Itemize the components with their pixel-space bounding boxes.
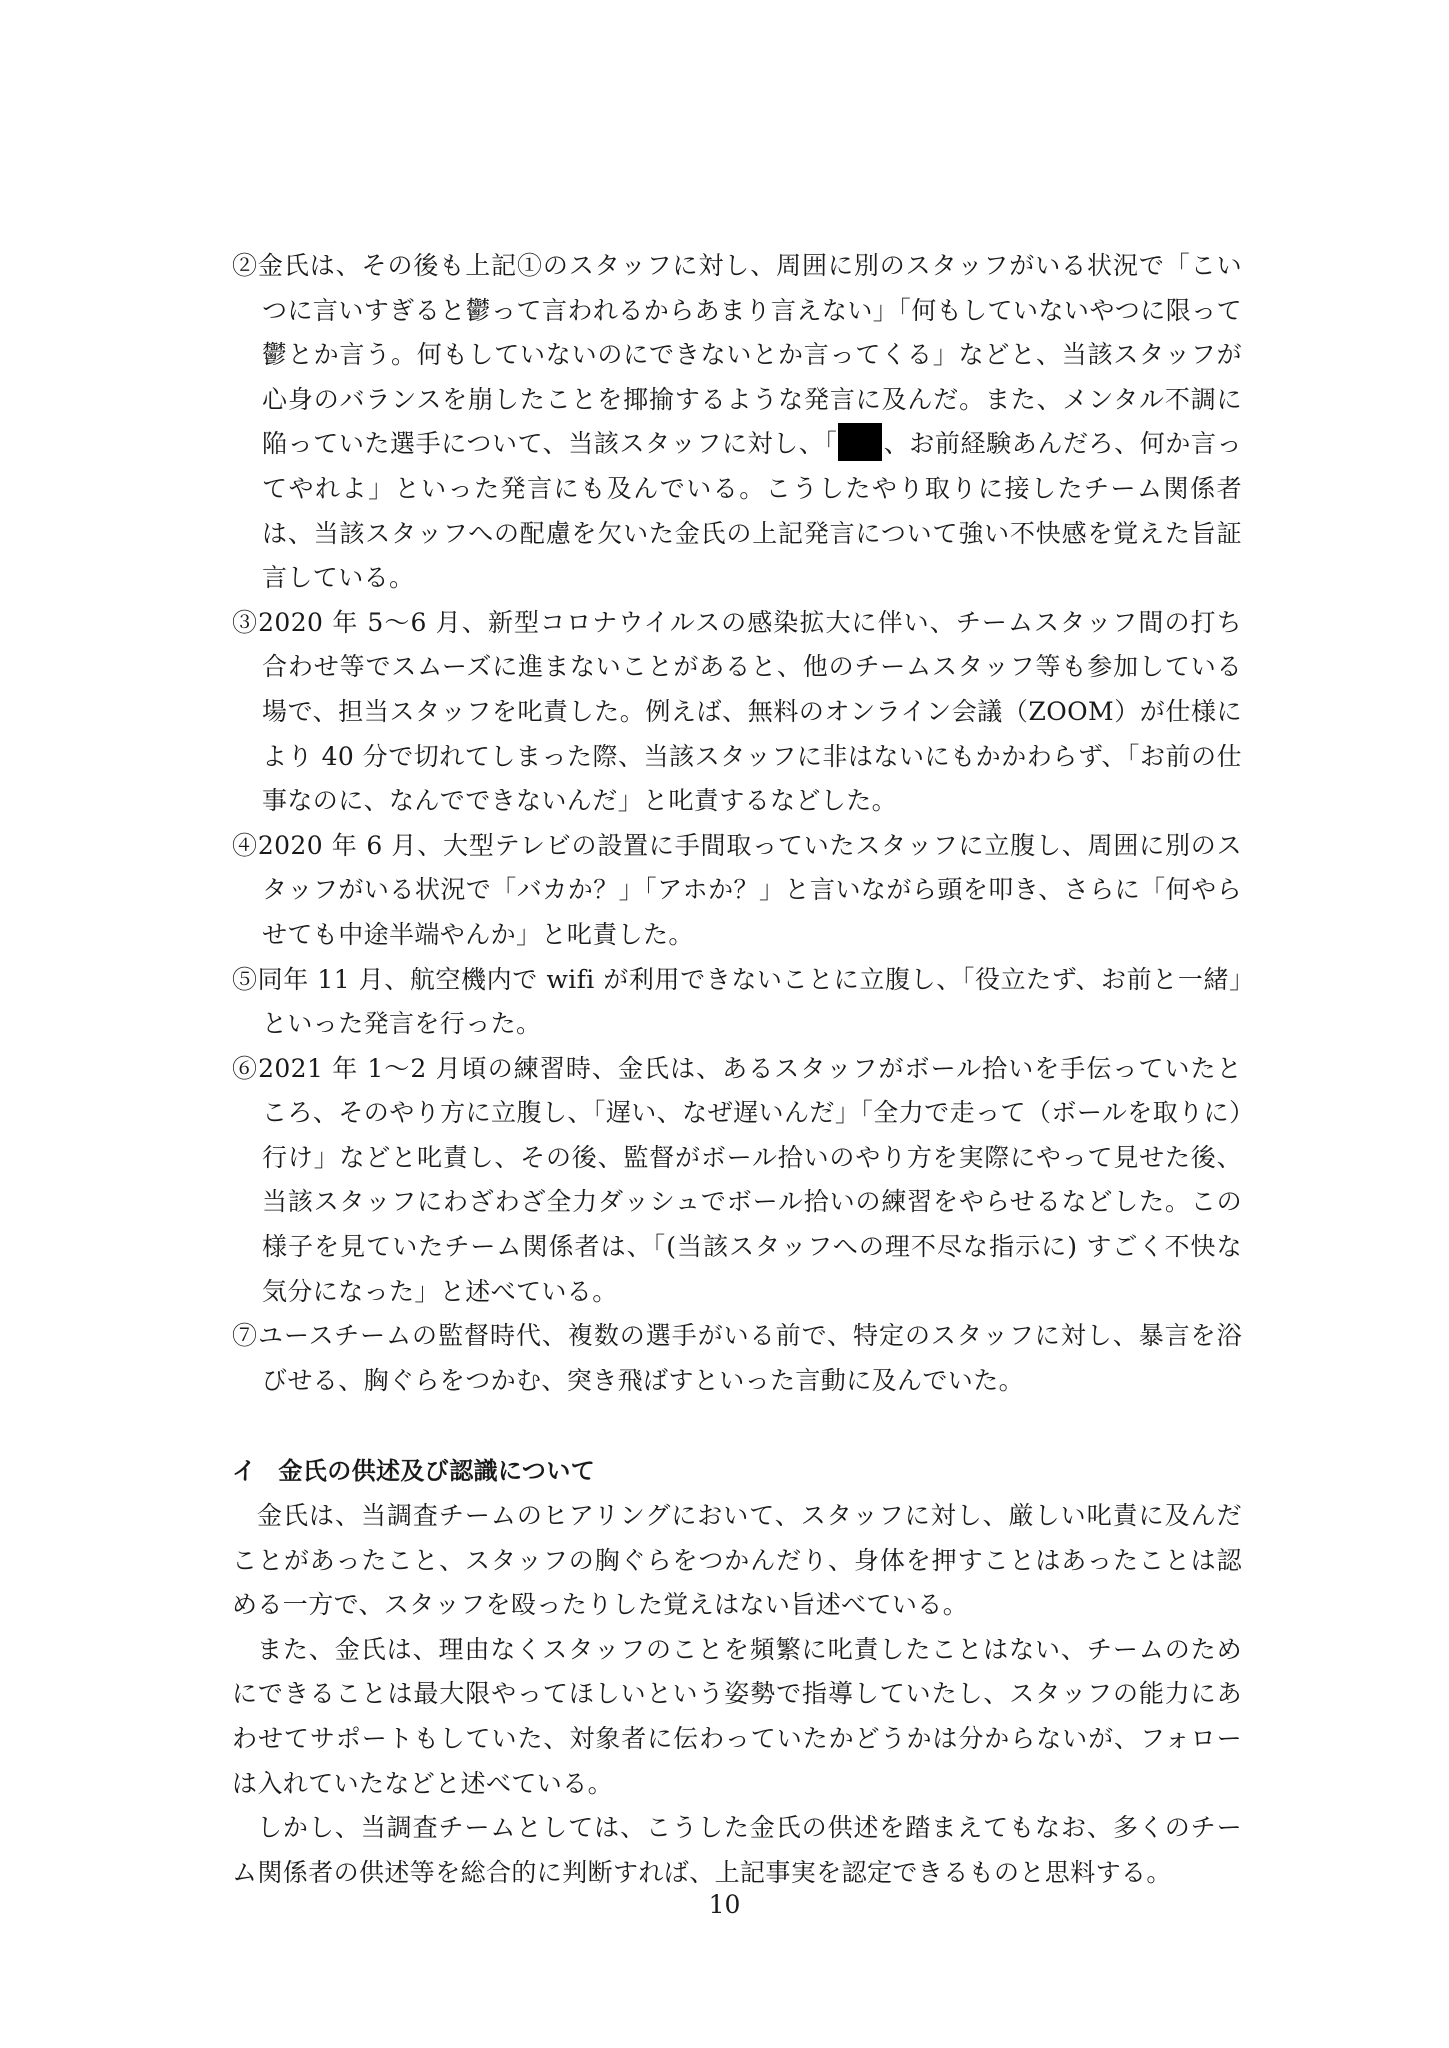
section-title: 金氏の供述及び認識について bbox=[278, 1457, 596, 1486]
item-text: ユースチームの監督時代、複数の選手がいる前で、特定のスタッフに対し、暴言を浴びせる、胸ぐらをつかむ、突き飛ばすといった言動に及んでいた。 bbox=[257, 1321, 1242, 1395]
item-text: 2021 年 1〜2 月頃の練習時、金氏は、あるスタッフがボール拾いを手伝っていたところ、そのやり方に立腹し、「遅い、なぜ遅いんだ」「全力で走って（ボールを取りに）行け」などと叱責し、その後、監督がボール拾いのやり方を実際にやって見せた後、当該スタッフにわざわざ全力ダッシュでボール拾いの練習をやらせるなどした。この様子を見ていたチーム関係者は、「(当該スタッフへの理不尽な指示に) すごく不快な気分になった」と述べている。 bbox=[258, 1053, 1243, 1306]
item-marker: ⑤ bbox=[232, 964, 258, 994]
section-heading bbox=[232, 1449, 1242, 1494]
list-item bbox=[232, 601, 1242, 824]
page-number: 10 bbox=[708, 1890, 741, 1919]
paragraph: また、金氏は、理由なくスタッフのことを頻繁に叱責したことはない、チームのためにできることは最大限やってほしいという姿勢で指導していたし、スタッフの能力にあわせてサポートもしていた、対象者に伝わっていたかどうかは分からないが、フォローは入れていたなどと述べている。 bbox=[232, 1634, 1242, 1798]
list-item bbox=[232, 1047, 1242, 1315]
list-item bbox=[232, 244, 1242, 601]
item-text: 2020 年 6 月、大型テレビの設置に手間取っていたスタッフに立腹し、周囲に別のスタッフがいる状況で「バカか？」「アホか？」と言いながら頭を叩き、さらに「何やらせても中途半端やんか」と叱責した。 bbox=[257, 830, 1242, 949]
paragraph: しかし、当調査チームとしては、こうした金氏の供述を踏まえてもなお、多くのチーム関係者の供述等を総合的に判断すれば、上記事実を認定できるものと思料する。 bbox=[232, 1813, 1242, 1887]
item-text: 、お前経験あんだろ、何か言ってやれよ」といった発言にも及んでいる。こうしたやり取りに接したチーム関係者は、当該スタッフへの配慮を欠いた金氏の上記発言について強い不快感を覚えた旨証言している。 bbox=[262, 429, 1242, 593]
item-marker: ② bbox=[232, 251, 258, 280]
item-text: 金氏は、その後も上記①のスタッフに対し、周囲に別のスタッフがいる状況で「こいつに言いすぎると鬱って言われるからあまり言えない」「何もしていないやつに限って鬱とか言う。何もしていないのにできないとか言ってくる」などと、当該スタッフが心身のバランスを崩したことを揶揄するような発言に及んだ。また、メンタル不調に陥っていた選手について、当該スタッフに対し、「 bbox=[257, 251, 1242, 459]
item-marker: ④ bbox=[232, 830, 258, 860]
item-text: 2020 年 5〜6 月、新型コロナウイルスの感染拡大に伴い、チームスタッフ間の打ち合わせ等でスムーズに進まないことがあると、他のチームスタッフ等も参加している場で、担当スタッフを叱責した。例えば、無料のオンライン会議（ZOOM）が仕様により 40 分で切れてしまった際、当該スタッフに非はないにもかかわらず、「お前の仕事なのに、なんでできないんだ」と叱責するなどした。 bbox=[258, 607, 1242, 816]
list-item bbox=[232, 1314, 1242, 1403]
item-marker: ③ bbox=[232, 607, 259, 637]
section-label: イ bbox=[232, 1457, 257, 1486]
item-text: 同年 11 月、航空機内で wifi が利用できないことに立腹し、「役立たず、お前と一緒」といった発言を行った。 bbox=[257, 964, 1242, 1039]
list-item bbox=[232, 824, 1242, 958]
redaction-block bbox=[838, 423, 882, 461]
paragraph: 金氏は、当調査チームのヒアリングにおいて、スタッフに対し、厳しい叱責に及んだことがあったこと、スタッフの胸ぐらをつかんだり、身体を押すことはあったことは認める一方で、スタッフを殴ったりした覚えはない旨述べている。 bbox=[232, 1501, 1242, 1620]
item-marker: ⑦ bbox=[232, 1321, 258, 1351]
page-body bbox=[232, 244, 1242, 1895]
item-marker: ⑥ bbox=[232, 1053, 259, 1083]
list-item bbox=[232, 958, 1242, 1047]
